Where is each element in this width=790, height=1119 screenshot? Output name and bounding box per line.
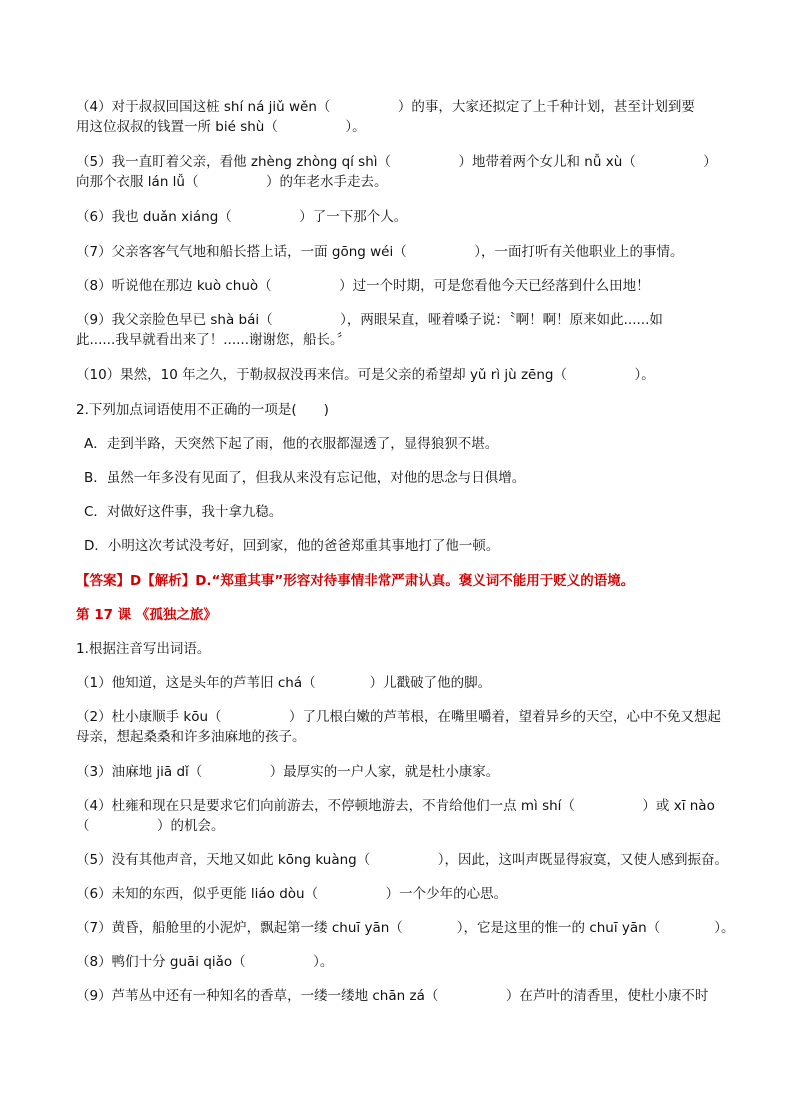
q2-item-2-line1: （2）杜小康顺手 kōu（ ）了几根白嫩的芦苇根，在嘴里嚼着，望着异乡的天空，心中不免又想起 (76, 709, 722, 725)
q2-item-6: （6）未知的东西，似乎更能 liáo dòu（ ）一个少年的心思。 (76, 886, 508, 902)
q2-item-5: （5）没有其他声音，天地又如此 kōng kuàng（ ），因此，这叫声既显得寂寞，又使人感到振奋。 (76, 852, 728, 868)
q2-item-4-line2: （ ）的机会。 (76, 818, 225, 834)
option-a: A．走到半路，天突然下起了雨，他的衣服都湿透了，显得狼狈不堪。 (84, 436, 499, 452)
q1-item-9-line2: 此......我早就看出来了！......谢谢您，船长。〞 (76, 332, 351, 348)
q2-item-2-line2: 母亲，想起桑桑和许多油麻地的孩子。 (76, 729, 306, 745)
question-2-stem: 2.下列加点词语使用不正确的一项是( ) (76, 402, 329, 418)
q1-item-9-line1: （9）我父亲脸色早已 shà bái（ ），两眼呆直，哑着嗓子说：〝啊！啊！原来如此......如 (76, 312, 663, 328)
option-d: D．小明这次考试没考好，回到家，他的爸爸郑重其事地打了他一顿。 (84, 538, 500, 554)
answer-line (76, 572, 736, 590)
q2-item-9: （9）芦苇丛中还有一种知名的香草，一缕一缕地 chān zá（ ）在芦叶的清香里，使杜小康不时 (76, 988, 709, 1004)
option-c: C．对做好这件事，我十拿九稳。 (84, 504, 283, 520)
q2-item-1: （1）他知道，这是头年的芦苇旧 chá（ ）儿戳破了他的脚。 (76, 675, 492, 691)
q1-item-7: （7）父亲客客气气地和船长搭上话，一面 gōng wéi（ ），一面打听有关他职业上的事情。 (76, 244, 684, 260)
q2-item-7: （7）黄昏，船舱里的小泥炉，飘起第一缕 chuī yān（ ），它是这里的惟一的 chuī yān（ ）。 (76, 920, 735, 936)
q1-item-10: （10）果然，10 年之久，于勒叔叔没再来信。可是父亲的希望却 yǔ rì jù zēng（ ）。 (76, 367, 655, 383)
answer-label: 【答案】D【解析】 (76, 573, 196, 589)
q1-item-5-line1: （5）我一直盯着父亲，看他 zhèng zhòng qí shì（ ）地带着两个女儿和 nǚ xù（ ） (76, 154, 717, 170)
section-instruction: 1.根据注音写出词语。 (76, 641, 211, 657)
answer-explanation: D.“郑重其事”形容对待事情非常严肃认真。褒义词不能用于贬义的语境。 (195, 573, 635, 589)
q1-item-4-line1: （4）对于叔叔回国这桩 shí ná jiǔ wěn（ ）的事，大家还拟定了上千种计划，甚至计划到要 (76, 99, 695, 115)
q1-item-4-line2: 用这位叔叔的钱置一所 bié shù（ ）。 (76, 119, 366, 135)
q1-item-8: （8）听说他在那边 kuò chuò（ ）过一个时期，可是您看他今天已经落到什么田地！ (76, 278, 650, 294)
q1-item-5-line2: 向那个衣服 lán lǚ（ ）的年老水手走去。 (76, 174, 388, 190)
q2-item-4-line1: （4）杜雍和现在只是要求它们向前游去，不停顿地游去，不肯给他们一点 mì shí（ ）或 xī nào (76, 798, 715, 814)
option-b: B．虽然一年多没有见面了，但我从来没有忘记他，对他的思念与日俱增。 (84, 470, 526, 486)
q1-item-6: （6）我也 duǎn xiáng（ ）了一下那个人。 (76, 209, 408, 225)
q2-item-8: （8）鸭们十分 guāi qiǎo（ ）。 (76, 954, 334, 970)
lesson-title: 第 17 课 《孤独之旅》 (76, 607, 217, 623)
q2-item-3: （3）油麻地 jiā dǐ（ ）最厚实的一户人家，就是杜小康家。 (76, 764, 500, 780)
